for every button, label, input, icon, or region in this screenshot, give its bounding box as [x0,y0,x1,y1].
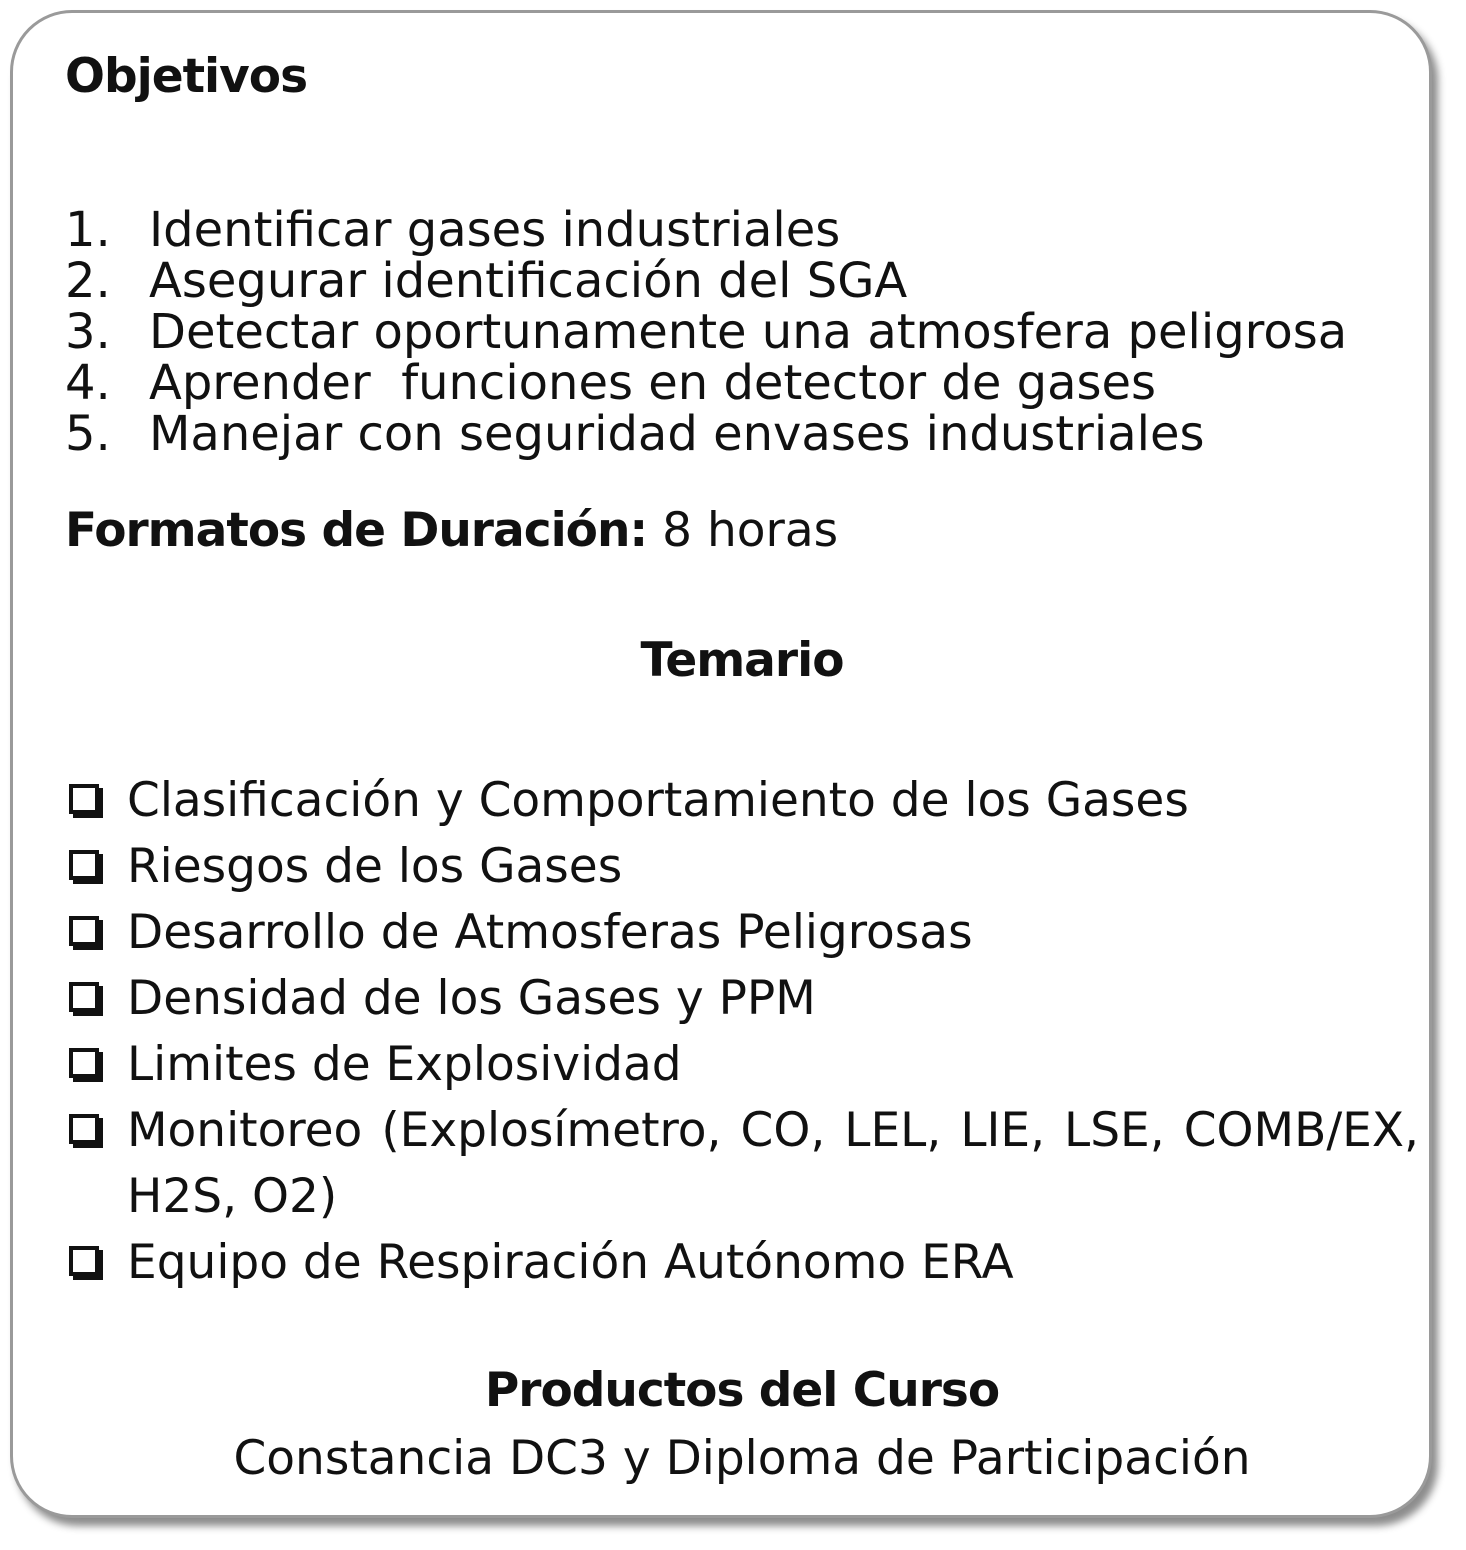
duration-line [65,503,838,558]
objective-item [65,304,1348,360]
objective-text: Asegurar identificación del SGA [149,253,908,309]
objective-item [65,355,1347,411]
topic-text: Clasificación y Comportamiento de los Gases [127,773,1189,828]
objectives-list [65,202,1348,462]
productos-heading: Productos del Curso [484,1363,1000,1418]
objective-text: Identificar gases industriales [149,202,841,258]
duration-value: 8 horas [647,503,839,558]
topics-list [67,768,1419,1296]
objective-text: Manejar con seguridad envases industriales [149,406,1205,462]
checkbox-square-icon [69,982,99,1012]
objective-number: 2. [65,253,111,309]
objective-number: 1. [65,202,111,258]
topic-item [67,1032,1419,1098]
objective-number: 3. [65,304,111,360]
objective-number: 5. [65,406,111,462]
temario-heading: Temario [640,633,844,688]
objetivos-heading: Objetivos [65,49,308,104]
topic-text: Desarrollo de Atmosferas Peligrosas [127,905,973,960]
objective-item [65,202,1347,258]
topic-text: Equipo de Respiración Autónomo ERA [127,1235,1014,1290]
topic-text: Densidad de los Gases y PPM [127,971,816,1026]
duration-label: Formatos de Duración: [65,503,648,558]
topic-item [67,834,1419,900]
checkbox-square-icon [69,784,99,814]
objective-text: Detectar oportunamente una atmosfera peligrosa [149,304,1348,360]
objective-text: Aprender funciones en detector de gases [149,355,1157,411]
topic-text: Riesgos de los Gases [127,839,623,894]
objective-item [65,406,1347,462]
topic-item [67,900,1419,966]
topic-item [67,1230,1419,1296]
topic-item [67,966,1419,1032]
checkbox-square-icon [69,850,99,880]
objective-number: 4. [65,355,111,411]
checkbox-square-icon [69,1246,99,1276]
topic-text: Limites de Explosividad [127,1037,682,1092]
checkbox-square-icon [69,1114,99,1144]
topic-item [67,768,1419,834]
productos-text: Constancia DC3 y Diploma de Participación [233,1431,1251,1486]
course-card [10,10,1432,1518]
checkbox-square-icon [69,916,99,946]
checkbox-square-icon [69,1048,99,1078]
topic-item [67,1098,1419,1230]
topic-text: Monitoreo (Explosímetro, CO, LEL, LIE, LSE, COMB/EX, H2S, O2) [127,1103,1419,1224]
objective-item [65,253,1347,309]
